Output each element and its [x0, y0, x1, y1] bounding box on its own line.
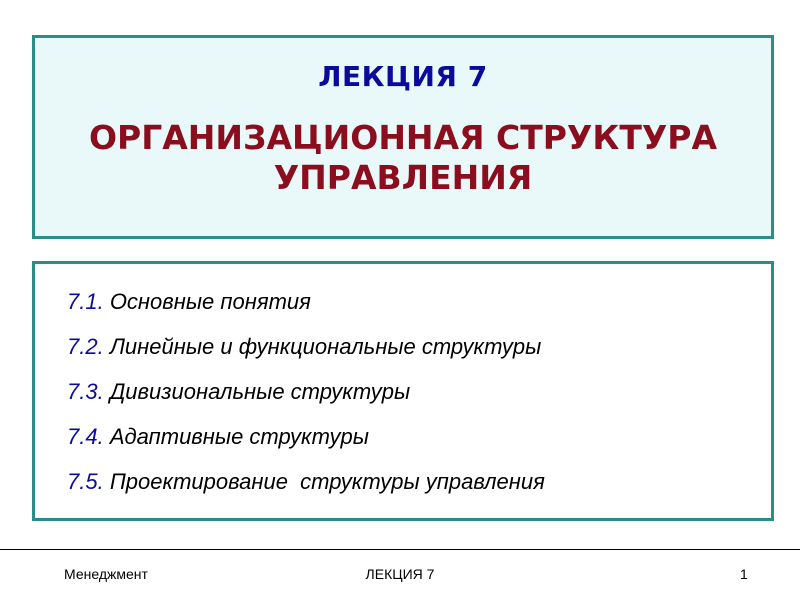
contents-item-7-3	[67, 378, 545, 423]
contents-item-7-5	[67, 468, 545, 513]
contents-list	[67, 288, 545, 513]
title-box	[32, 35, 774, 239]
contents-item-text: Линейные и функциональные структуры	[103, 334, 542, 359]
footer-lecture-label: ЛЕКЦИЯ 7	[365, 566, 435, 582]
footer-course-name: Менеджмент	[64, 566, 148, 582]
contents-item-7-1	[67, 288, 545, 333]
contents-item-text: Основные понятия	[103, 289, 311, 314]
contents-item-number: 7.3.	[67, 379, 104, 404]
footer-page-number: 1	[740, 566, 748, 582]
contents-item-7-2	[67, 333, 545, 378]
contents-item-text: Дивизиональные структуры	[103, 379, 411, 404]
contents-item-number: 7.1.	[67, 289, 104, 314]
contents-box	[32, 261, 774, 521]
contents-item-number: 7.4.	[67, 424, 104, 449]
lecture-title: ОРГАНИЗАЦИОННАЯ СТРУКТУРА УПРАВЛЕНИЯ	[89, 118, 717, 197]
contents-item-7-4	[67, 423, 545, 468]
contents-item-text: Проектирование структуры управления	[103, 469, 545, 494]
contents-item-number: 7.5.	[67, 469, 104, 494]
contents-item-number: 7.2.	[67, 334, 104, 359]
footer-divider	[0, 549, 800, 550]
contents-item-text: Адаптивные структуры	[103, 424, 369, 449]
lecture-number: ЛЕКЦИЯ 7	[318, 60, 488, 93]
